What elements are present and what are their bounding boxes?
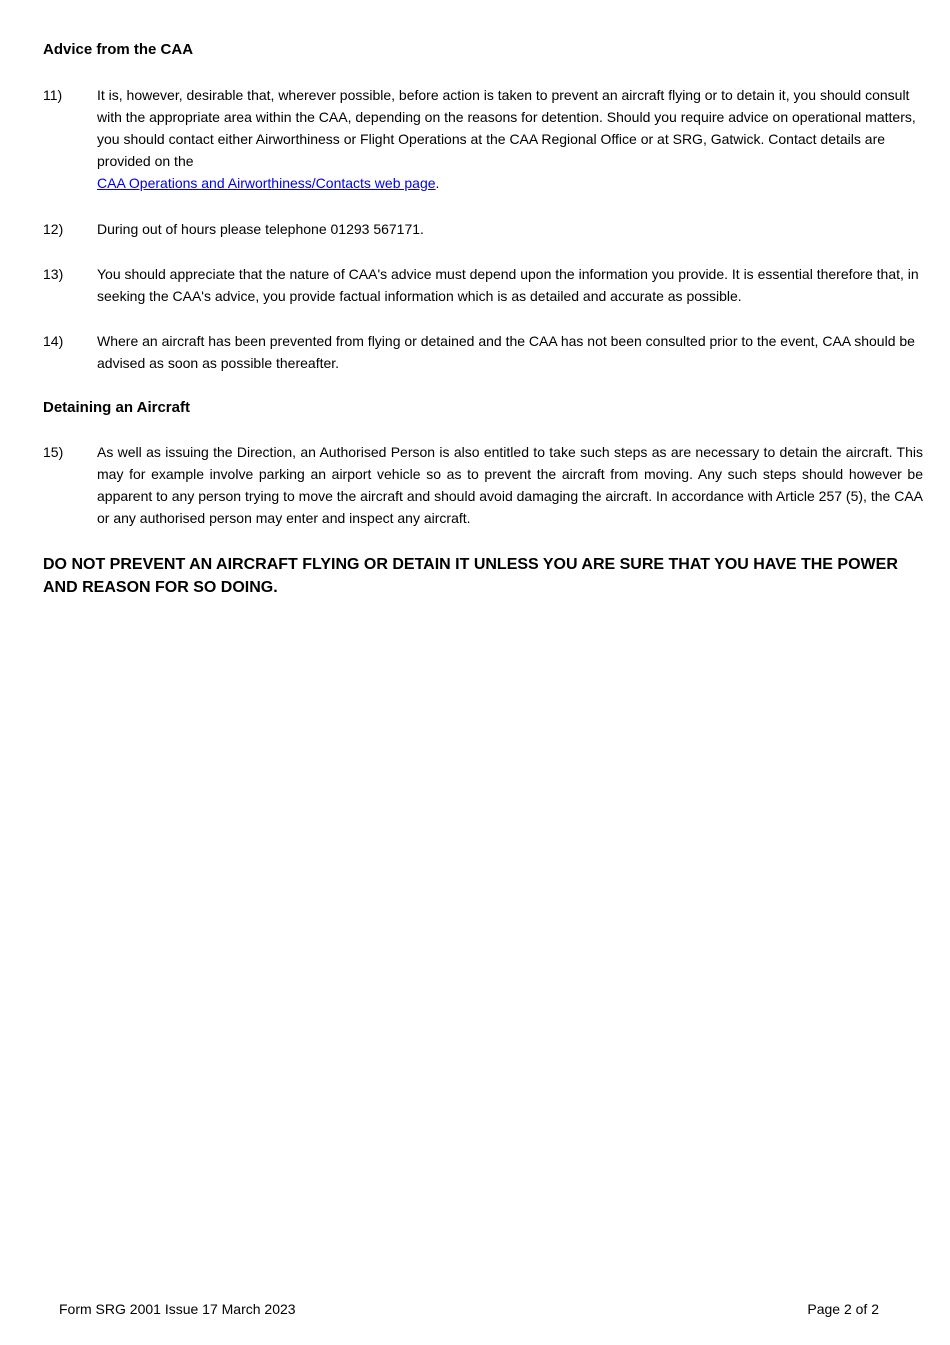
contacts-web-page-link[interactable]: CAA Operations and Airworthiness/Contacts web page: [97, 175, 436, 191]
paragraph-body: Where an aircraft has been prevented from flying or detained and the CAA has not been consulted prior to the event, CAA should be advised as soon as possible thereafter.: [97, 333, 915, 371]
paragraph-body: [97, 84, 923, 194]
paragraph-body: During out of hours please telephone 01293 567171.: [97, 221, 424, 237]
paragraph-number: 12): [43, 221, 64, 237]
paragraph-11: [43, 84, 923, 194]
warning-notice: DO NOT PREVENT AN AIRCRAFT FLYING OR DETAIN IT UNLESS YOU ARE SURE THAT YOU HAVE THE POWER AND REASON FOR SO DOING.: [43, 556, 898, 596]
paragraph-15: [43, 441, 923, 529]
section-heading-detaining: Detaining an Aircraft: [43, 399, 190, 416]
paragraph-number: 15): [43, 444, 64, 460]
paragraph-text: It is, however, desirable that, wherever possible, before action is taken to prevent an aircraft flying or to detain it, you should consult with the appropriate area within the CAA, depending on the reasons for detention. Should you require advice on operational matters, you should contact either Airworthiness or Flight Operations at the CAA Regional Office or at SRG, Gatwick. Contact details are provided on the: [97, 87, 916, 169]
paragraph-13: [43, 263, 923, 307]
footer-page-number: Page 2 of 2: [807, 1301, 879, 1317]
paragraph-number: 11): [43, 87, 63, 103]
paragraph-body: You should appreciate that the nature of CAA's advice must depend upon the information you provide. It is essential therefore that, in seeking the CAA's advice, you provide factual information which is as detailed and accurate as possible.: [97, 266, 919, 304]
link-trailing-period: .: [435, 175, 440, 191]
paragraph-12: [43, 218, 923, 240]
footer-form-reference: Form SRG 2001 Issue 17 March 2023: [59, 1301, 296, 1317]
paragraph-number: 14): [43, 333, 64, 349]
paragraph-14: [43, 330, 923, 374]
paragraph-body: As well as issuing the Direction, an Authorised Person is also entitled to take such steps as are necessary to detain the aircraft. This may for example involve parking an airport vehicle so as to prevent the aircraft from moving. Any such steps should however be apparent to any person trying to move the aircraft and should avoid damaging the aircraft. In accordance with Article 257 (5), the CAA or any authorised person may enter and inspect any aircraft.: [97, 444, 923, 526]
section-heading-advice: Advice from the CAA: [43, 41, 194, 58]
paragraph-number: 13): [43, 266, 64, 282]
